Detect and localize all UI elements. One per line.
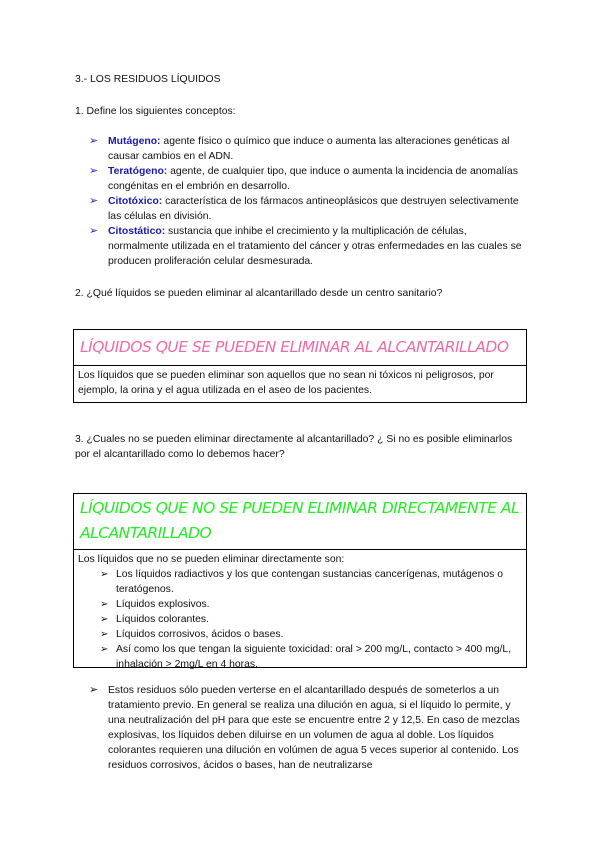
definition-text: agente físico o químico que induce o aumenta las alteraciones genéticas al causar cambios en el ADN.: [108, 136, 510, 162]
question-2: 2. ¿Qué líquidos se pueden eliminar al alcantarillado desde un centro sanitario?: [75, 288, 443, 299]
list-item: [100, 597, 522, 612]
definition-term: Citostático:: [108, 226, 166, 237]
arrow-bullet-icon: ➢: [89, 195, 99, 207]
definition-term: Citotóxico:: [108, 196, 163, 207]
definition-term: Teratógeno:: [108, 166, 168, 177]
treatment-paragraph: [89, 683, 529, 773]
arrow-bullet-icon: ➢: [89, 135, 99, 147]
list-item: [100, 612, 522, 627]
list-item-text: Líquidos colorantes.: [116, 614, 209, 625]
definitions-list: [89, 134, 529, 269]
arrow-bullet-icon: ➢: [100, 599, 109, 610]
answer-box-2-intro: Los líquidos que no se pueden eliminar directamente son:: [78, 554, 345, 565]
answer-box-1: [73, 329, 527, 403]
list-item: [100, 567, 522, 597]
arrow-bullet-icon: ➢: [100, 644, 109, 655]
answer-box-2-title: LÍQUIDOS QUE NO SE PUEDEN ELIMINAR DIRECTAMENTE AL ALCANTARILLADO: [74, 494, 526, 550]
definition-item: [89, 164, 529, 194]
definition-text: característica de los fármacos antineoplásicos que destruyen selectivamente las células en división.: [108, 196, 519, 222]
list-item: [100, 627, 522, 642]
answer-box-1-body: Los líquidos que se pueden eliminar son aquellos que no sean ni tóxicos ni peligrosos, por ejemplo, la orina y el agua utilizada en el aseo de los pacientes.: [78, 370, 494, 396]
arrow-bullet-icon: ➢: [89, 684, 99, 696]
list-item-text: Líquidos explosivos.: [116, 599, 210, 610]
definition-text: sustancia que inhibe el crecimiento y la multiplicación de células, normalmente utilizada en el tratamiento del cáncer y otras enfermedades en las cuales se producen proliferación celular desmesurada.: [108, 226, 522, 267]
definition-item: [89, 134, 529, 164]
list-item-text: Líquidos corrosivos, ácidos o bases.: [116, 629, 284, 640]
list-item-text: Así como los que tengan la siguiente toxicidad: oral > 200 mg/L, contacto > 400 mg/L, inhalación > 2mg/L en 4 horas.: [116, 644, 512, 670]
arrow-bullet-icon: ➢: [100, 629, 109, 640]
definition-term: Mutágeno:: [108, 136, 161, 147]
question-3: 3. ¿Cuales no se pueden eliminar directamente al alcantarillado? ¿ Si no es posible eliminarlos por el alcantarillado como lo debemos hacer?: [75, 434, 513, 460]
list-item-text: Los líquidos radiactivos y los que contengan sustancias cancerígenas, mutágenos o teratógenos.: [116, 569, 504, 595]
definition-item: [89, 194, 529, 224]
treatment-paragraph-text: Estos residuos sólo pueden verterse en el alcantarillado después de someterlos a un tratamiento previo. En general se realiza una dilución en agua, si el líquido lo permite, y una neutralización del pH para que este se encuentre entre 2 y 12,5. En caso de mezclas explosivas, los líquidos deben diluirse en un volumen de agua al doble. Los líquidos colorantes requieren una dilución en volúmen de agua 5 veces superior al contenido. Los residuos corrosivos, ácidos o bases, han de neutralizarse: [108, 685, 520, 771]
answer-box-2: [73, 493, 527, 668]
arrow-bullet-icon: ➢: [100, 569, 109, 580]
section-heading: 3.- LOS RESIDUOS LÍQUIDOS: [75, 74, 221, 85]
list-item: [100, 642, 522, 672]
arrow-bullet-icon: ➢: [100, 614, 109, 625]
answer-box-2-body: [74, 550, 526, 676]
definition-item: [89, 224, 529, 269]
question-1: 1. Define los siguientes conceptos:: [75, 106, 236, 117]
answer-box-1-title: LÍQUIDOS QUE SE PUEDEN ELIMINAR AL ALCANTARILLADO: [74, 330, 526, 366]
definition-text: agente, de cualquier tipo, que induce o aumenta la incidencia de anomalías congénitas en el embrión en desarrollo.: [108, 166, 518, 192]
non-eliminable-list: [78, 567, 522, 672]
arrow-bullet-icon: ➢: [89, 225, 99, 237]
arrow-bullet-icon: ➢: [89, 165, 99, 177]
